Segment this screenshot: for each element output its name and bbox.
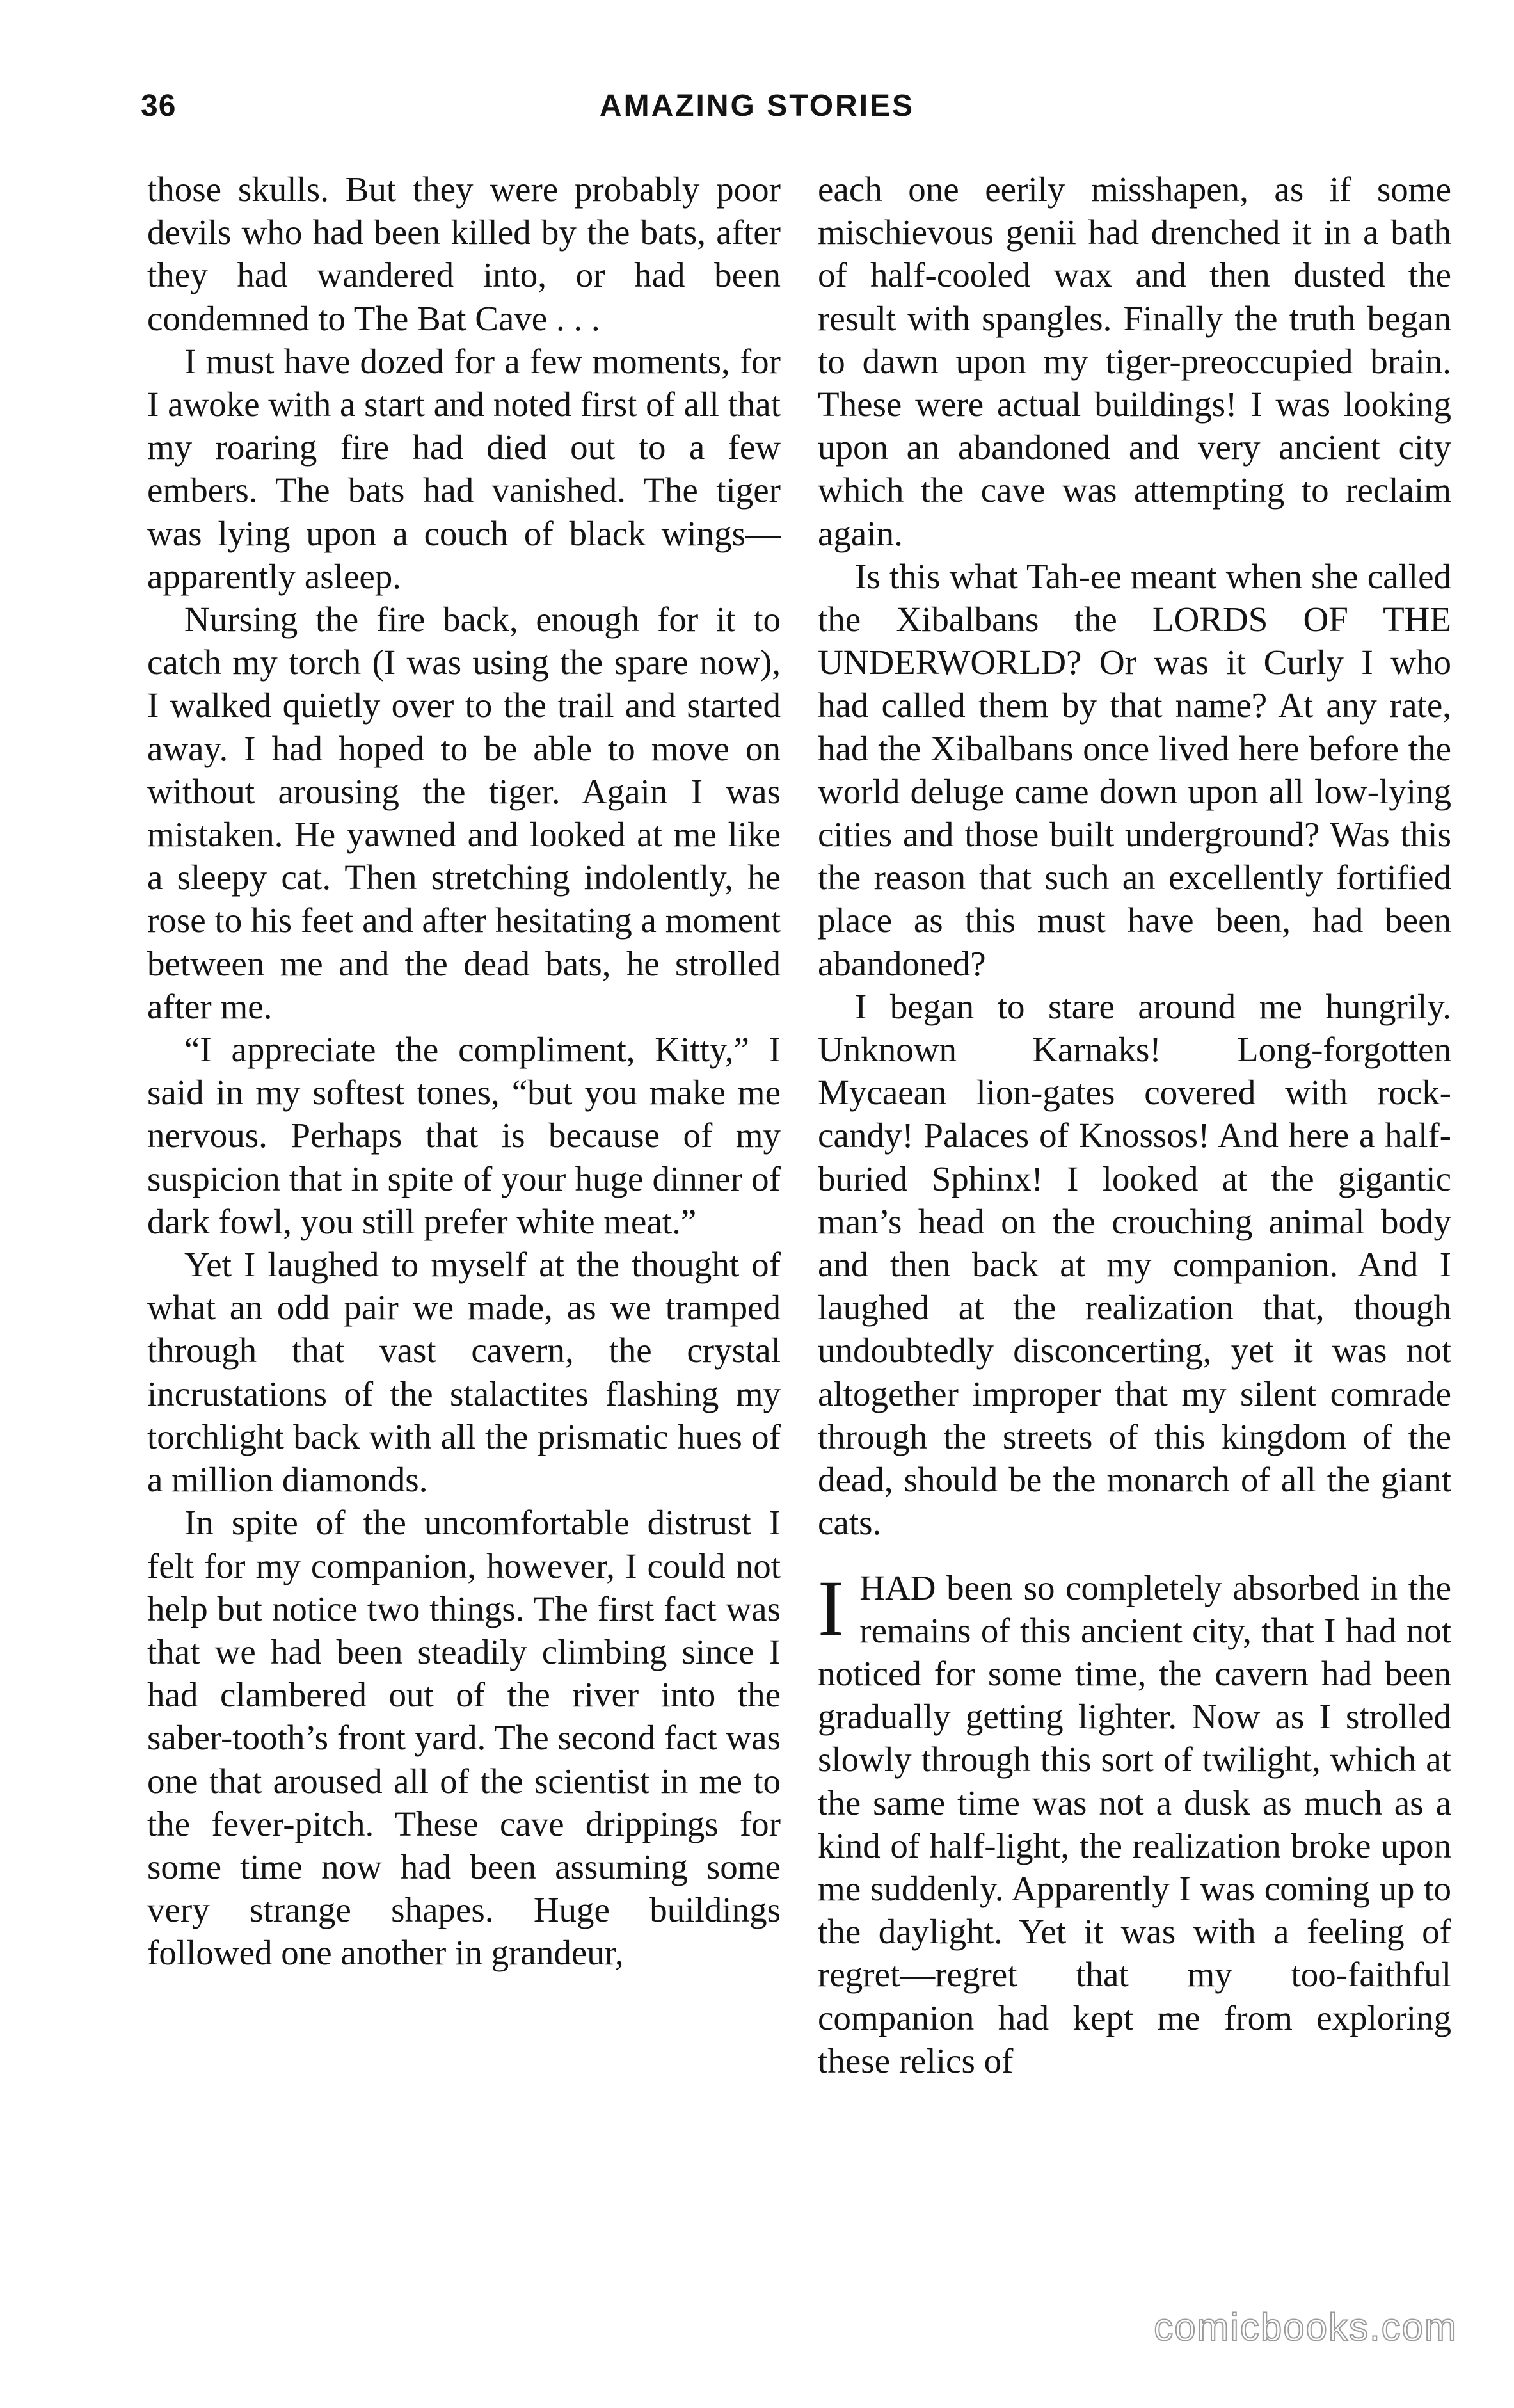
left-column <box>147 168 781 1975</box>
running-header-title: AMAZING STORIES <box>599 89 915 123</box>
paragraph: those skulls. But they were probably poor devils who had been killed by the bats, after they had wandered into, or had been condemned to The Bat Cave . . . <box>147 170 781 338</box>
paragraph: Is this what Tah-ee meant when she called the Xibalbans the LORDS OF THE UNDERWORLD? Or was it Curly I who had called them by that name? At any rate, had the Xibalbans once lived here before the world deluge came down upon all low-lying cities and those built underground? Was this the reason that such an excellently fortified place as this must have been, had been abandoned? <box>818 556 1451 983</box>
paragraph-text: HAD been so completely absorbed in the remains of this ancient city, that I had not noticed for some time, the cavern had been gradually getting lighter. Now as I strolled slowly through this sort of twilight, which at the same time was not a dusk as much as a kind of half-light, the realization broke upon me suddenly. Apparently I was coming up to the daylight. Yet it was with a feeling of regret—regret that my too-faithful companion had kept me from exploring these relics of <box>818 1568 1451 2080</box>
drop-cap: I <box>818 1564 845 1652</box>
paragraph: Yet I laughed to myself at the thought of what an odd pair we made, as we tramped through that vast cavern, the crystal incrustations of the stalactites flashing my torchlight back with all the prismatic hues of a million diamonds. <box>147 1245 781 1500</box>
page-number: 36 <box>141 89 177 123</box>
section-opening-paragraph <box>818 1566 1451 2082</box>
watermark-logo: comicbooks.com <box>1154 2306 1458 2348</box>
right-column <box>818 168 1451 2082</box>
paragraph: I began to stare around me hungrily. Unknown Karnaks! Long-forgotten Mycaean lion-gates covered with rock-candy! Palaces of Knossos! And here a half-buried Sphinx! I looked at the gigantic man’s head on the crouching animal body and then back at my companion. And I laughed at the realization that, though undoubtedly disconcerting, yet it was not altogether improper that my silent comrade through the streets of this kingdom of the dead, should be the monarch of all the giant cats. <box>818 986 1451 1543</box>
paragraph: In spite of the uncomfortable distrust I felt for my companion, however, I could not help but notice two things. The first fact was that we had been steadily climbing since I had clambered out of the river into the saber-tooth’s front yard. The second fact was one that aroused all of the scientist in me to the fever-pitch. These cave drippings for some time now had been assuming some very strange shapes. Huge buildings followed one another in grandeur, <box>147 1503 781 1973</box>
paragraph: “I appreciate the compliment, Kitty,” I said in my softest tones, “but you make me nervous. Perhaps that is because of my suspicion that in spite of your huge dinner of dark fowl, you still prefer white meat.” <box>147 1030 781 1241</box>
paragraph: I must have dozed for a few moments, for I awoke with a start and noted first of all that my roaring fire had died out to a few embers. The bats had vanished. The tiger was lying upon a couch of black wings—apparently asleep. <box>147 341 781 596</box>
paragraph: Nursing the fire back, enough for it to catch my torch (I was using the spare now), I walked quietly over to the trail and started away. I had hoped to be able to move on without arousing the tiger. Again I was mistaken. He yawned and looked at me like a sleepy cat. Then stretching indolently, he rose to his feet and after hesitating a moment between me and the dead bats, he strolled after me. <box>147 600 781 1026</box>
paragraph: each one eerily misshapen, as if some mischievous genii had drenched it in a bath of half-cooled wax and then dusted the result with spangles. Finally the truth began to dawn upon my tiger-preoccupied brain. These were actual buildings! I was looking upon an abandoned and very ancient city which the cave was attempting to reclaim again. <box>818 170 1451 553</box>
